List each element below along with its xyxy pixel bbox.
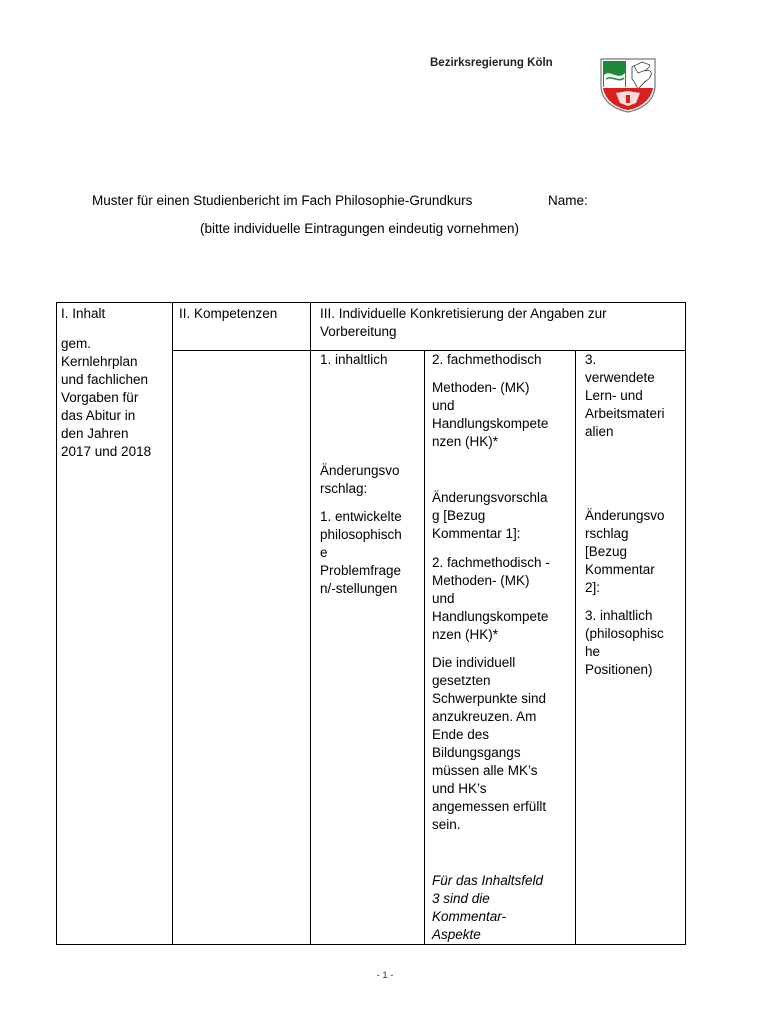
table-border-bottom [56,944,686,945]
table-border-right [685,302,686,945]
page-number: - 1 - [376,970,394,981]
col3-header: III. Individuelle Konkretisierung der Angaben zur Vorbereitung [320,306,607,339]
sub2-change-label: Änderungsvorschla g [Bezug Kommentar 1]: [432,490,548,541]
document-title: Muster für einen Studienbericht im Fach Philosophie-Grundkurs [92,193,473,208]
sub3-change-label: Änderungsvo rschlag [Bezug Kommentar 2]: [585,508,665,595]
sub1-item: 1. entwickelte philosophisch e Problemfrage n/-stellungen [320,509,402,596]
sub-col-divider-1 [424,350,425,945]
sub3-heading: 3. verwendete Lern- und Arbeitsmateri alien [585,352,665,439]
sub1-heading: 1. inhaltlich [320,352,388,367]
sub2-note: Die individuell gesetzten Schwerpunkte sind anzukreuzen. Am Ende des Bildungsgangs müssen alle MK’s und HK’s angemessen erfüllt sein. [432,655,547,832]
document-subtitle: (bitte individuelle Eintragungen eindeutig vornehmen) [200,221,519,236]
col-divider-1 [172,302,173,945]
col1-header: I. Inhalt [61,306,106,321]
sub3-item: 3. inhaltlich (philosophisc he Positionen) [585,608,664,677]
table-border-left [56,302,57,945]
sub2-methods: Methoden- (MK) und Handlungskompete nzen (HK)* [432,380,549,449]
col2-header: II. Kompetenzen [179,306,278,321]
sub1-change-label: Änderungsvo rschlag: [320,463,400,496]
sub2-item: 2. fachmethodisch - Methoden- (MK) und Handlungskompete nzen (HK)* [432,555,550,642]
col-divider-2 [310,302,311,945]
sub2-heading: 2. fachmethodisch [432,352,542,367]
sub-col-divider-2 [575,350,576,945]
nrw-crest-icon [598,57,658,113]
sub2-italic-note: Für das Inhaltsfeld 3 sind die Kommentar- Aspekte [432,873,544,942]
authority-name: Bezirksregierung Köln [430,57,553,69]
name-label: Name: [548,193,588,208]
col1-body: gem. Kernlehrplan und fachlichen Vorgaben für das Abitur in den Jahren 2017 und 2018 [61,336,152,459]
table-border-top [56,302,686,303]
